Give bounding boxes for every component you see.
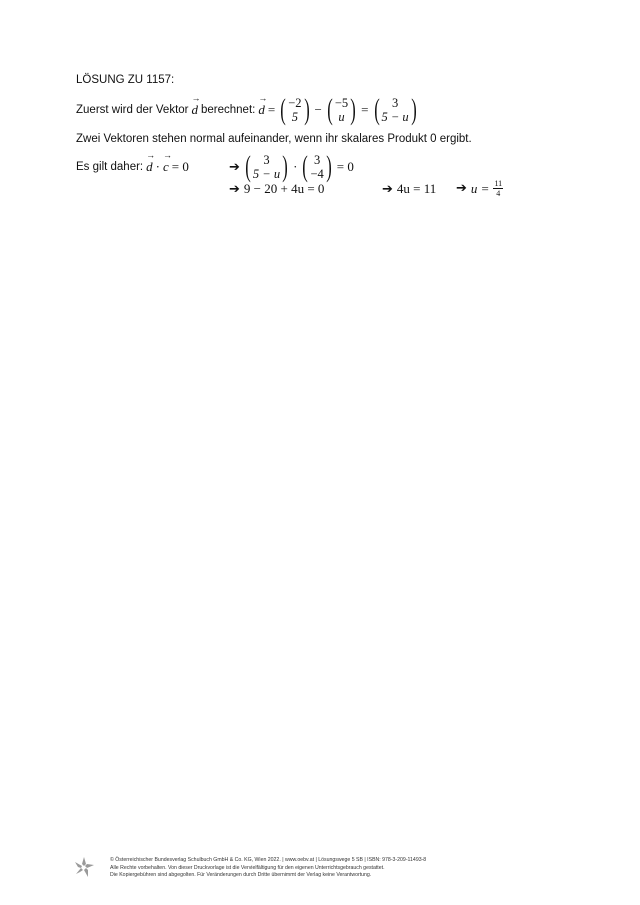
fraction-eleven-quarters (493, 179, 503, 198)
step3-lhs: u = (470, 180, 490, 196)
arrow-icon: ➔ (229, 159, 240, 175)
product-vector-1: ( 3 5 − u ) (245, 150, 288, 183)
vector-d-symbol: → d (191, 102, 198, 118)
product-vector-2-top: 3 (313, 153, 321, 167)
vector-c-symbol: → c (163, 159, 169, 175)
vector-3: ( 3 5 − u ) (373, 93, 417, 126)
condition-line (76, 159, 189, 175)
arrow-icon: ➔ (229, 181, 240, 197)
product-vector-2-bottom: −4 (310, 167, 324, 181)
vector-2: ( −5 u ) (327, 93, 356, 126)
step-equation-1 (229, 181, 324, 197)
footer-line-1: © Österreichischer Bundesverlag Schulbuch GmbH & Co. KG, Wien 2022. | www.oebv.at | Lösungswege 5 SB | ISBN: 978-3-209-11493-8 (110, 857, 427, 863)
vector-3-bottom: 5 − u (381, 110, 409, 124)
step1-expr: 9 − 20 + 4u = 0 (243, 181, 325, 196)
vector-3-top: 3 (391, 96, 399, 110)
footer-line-2: Alle Rechte vorbehalten. Von dieser Druckvorlage ist die Vervielfältigung für den eigenen Unterrichtsgebrauch gestattet. (110, 864, 385, 871)
vector-1: ( −2 5 ) (280, 93, 310, 126)
equals-sign-2: = (361, 102, 369, 117)
line1-text2: berechnet: (200, 104, 256, 116)
vector-d-symbol-2: → d (146, 159, 153, 175)
fraction-numerator: 11 (494, 179, 503, 188)
step2-expr: 4u = 11 (396, 181, 437, 196)
oebv-logo-icon (73, 856, 95, 878)
dot-operator: · (155, 159, 160, 174)
vector-1-bottom: 5 (291, 110, 298, 124)
eq-zero: = 0 (171, 159, 189, 174)
equals-sign: = (267, 102, 276, 117)
minus-sign: − (314, 102, 322, 117)
step-equation-2 (382, 181, 436, 197)
solution-heading: LÖSUNG ZU 1157: (76, 74, 175, 86)
vector-2-bottom: u (338, 110, 345, 124)
arrow-icon: ➔ (456, 181, 467, 196)
vector-1-top: −2 (288, 96, 302, 110)
line1-text: Zuerst wird der Vektor (76, 104, 189, 116)
dot-operator-2: · (293, 159, 298, 174)
copyright-footer (110, 857, 426, 880)
product-vector-1-bottom: 5 − u (252, 167, 281, 181)
footer-line-3: Die Kopiergebühren sind abgegolten. Für Veränderungen durch Dritte übernimmt der Verlag keine Verantwortung. (110, 872, 372, 879)
normal-vectors-statement: Zwei Vektoren stehen normal aufeinander, wenn ihr skalares Produkt 0 ergibt. (76, 133, 472, 145)
dot-product-line (229, 150, 354, 183)
line3-text: Es gilt daher: (76, 161, 144, 173)
vector-d-line (76, 93, 419, 126)
vector-d-symbol-eq: → d (258, 102, 265, 118)
vector-2-top: −5 (334, 96, 349, 110)
product-eq-zero: = 0 (336, 159, 354, 174)
product-vector-1-top: 3 (263, 153, 270, 167)
fraction-denominator: 4 (496, 189, 501, 198)
step-equation-3 (456, 179, 503, 198)
product-vector-2: ( 3 −4 ) (302, 150, 332, 183)
arrow-icon: ➔ (382, 181, 393, 197)
